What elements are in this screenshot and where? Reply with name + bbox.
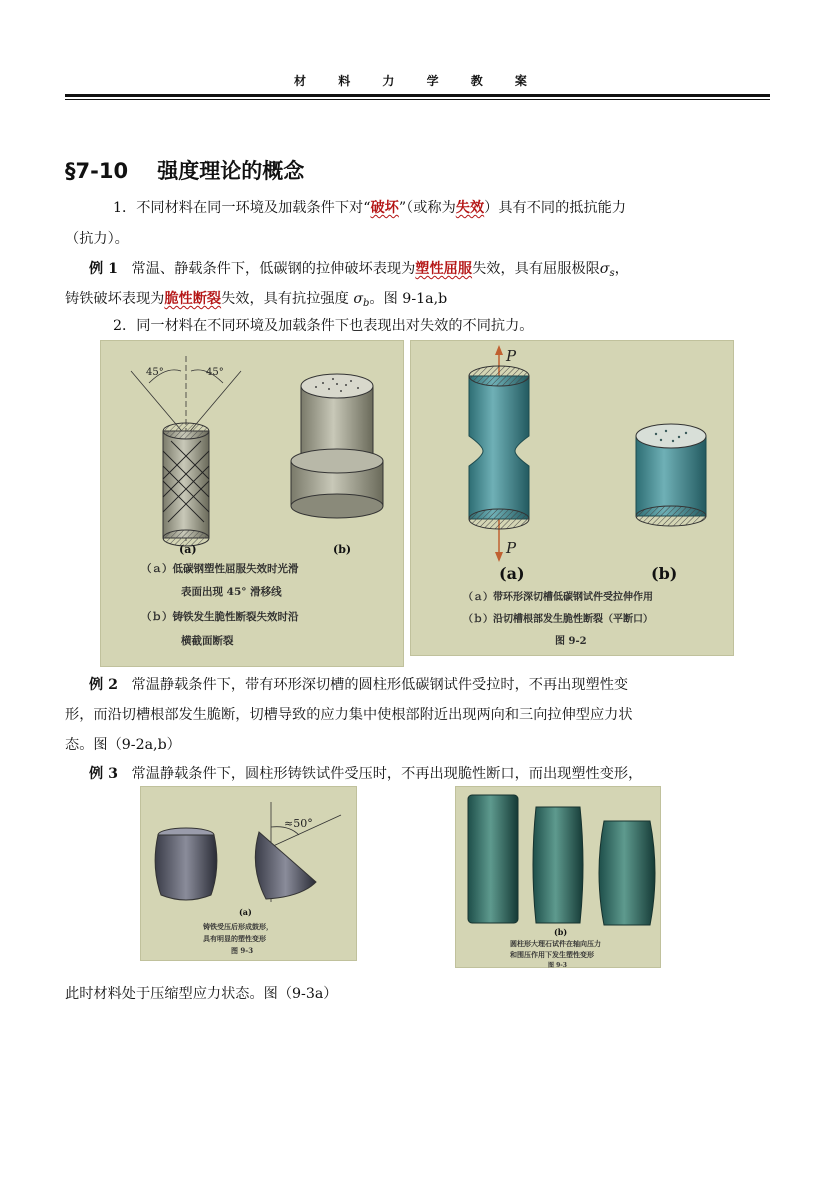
ex1-text-a: 常温、静载条件下，低碳钢的拉伸破坏表现为: [131, 261, 416, 277]
figure-9-2: [410, 340, 734, 656]
fig2-label-b: (b): [651, 564, 678, 583]
fig3a-figure-number: 图 9-3: [231, 946, 254, 955]
example-2-label: 例 2: [89, 677, 118, 693]
paragraph-1-line-1: [65, 196, 775, 220]
fig3a-angle: ≈50°: [284, 817, 313, 830]
term-plastic-yield: 塑性屈服: [415, 261, 473, 277]
fig1-angle-right: 45°: [206, 367, 224, 378]
fig1-caption-3: （ｂ）铸铁发生脆性断裂失效时沿: [141, 611, 299, 623]
fig1-angle-left: 45°: [146, 367, 164, 378]
fig1-label-a: (a): [179, 543, 197, 556]
figure-9-1: [100, 340, 404, 667]
fig2-caption-2: （ｂ）沿切槽根部发生脆性断裂（平断口）: [463, 614, 653, 625]
closing-paragraph: 此时材料处于压缩型应力状态。图（9-3a）: [65, 986, 338, 1002]
sigma-symbol-b: σ: [353, 291, 363, 307]
term-brittle-fracture: 脆性断裂: [164, 291, 222, 307]
fig1-caption-1: （ａ）低碳钢塑性屈服失效时光滑: [141, 563, 299, 575]
sigma-symbol: σ: [599, 261, 610, 277]
term-invalid: 失效: [455, 200, 485, 216]
example-3-label: 例 3: [89, 766, 118, 782]
fig3b-label: (b): [554, 927, 568, 937]
fig3b-caption-2: 和围压作用下发生塑性变形: [510, 950, 594, 959]
sigma-subscript-b: b: [363, 298, 370, 309]
term-failure: 破坏: [370, 200, 399, 216]
figure-9-3b: [455, 786, 661, 968]
fig2-load-bottom: P: [506, 539, 517, 557]
example-2-line-2: 形，而沿切槽根部发生脆断，切槽导致的应力集中使根部附近出现两向和三向拉伸型应力状: [65, 707, 633, 723]
fig3a-label: (a): [239, 907, 252, 917]
fig2-label-a: (a): [499, 564, 525, 583]
fig2-figure-number: 图 9-2: [555, 636, 587, 647]
fig3a-caption-2: 具有明显的塑性变形: [203, 934, 266, 943]
fig3b-figure-number: 图 9-3: [548, 962, 567, 969]
fig1-caption-2: 表面出现 45° 滑移线: [181, 586, 282, 598]
fig3a-caption-1: 铸铁受压后形成鼓形，: [203, 922, 273, 931]
section-title: §7-10 强度理论的概念: [65, 159, 305, 183]
header-rule-thick: [65, 94, 770, 97]
ex1-text-b: 失效，具有屈服极限: [472, 261, 600, 277]
p1-text-b: ”（或称为: [398, 200, 456, 216]
fig2-load-top: P: [506, 347, 517, 365]
fig1-label-b: (b): [333, 543, 352, 556]
fig3b-caption-1: 圆柱形大理石试件在轴向压力: [510, 939, 601, 948]
header-rule-thin: [65, 99, 770, 100]
p1-text-a: 1．不同材料在同一环境及加载条件下对“: [113, 200, 371, 216]
p1-text-c: ）具有不同的抵抗能力: [484, 200, 627, 216]
sigma-subscript-s: s: [609, 268, 615, 279]
example-2-line-1: [65, 673, 775, 697]
ex2-text-1: 常温静载条件下，带有环形深切槽的圆柱形低碳钢试件受拉时，不再出现塑性变: [131, 677, 629, 693]
example-1-line-2: [65, 287, 775, 316]
figure-9-3a: [140, 786, 357, 961]
example-1-line-1: [65, 257, 775, 286]
ex1-text-e: 。图 9-1a,b: [369, 291, 448, 307]
fig1-caption-4: 横截面断裂: [181, 635, 234, 647]
example-3-line-1: [65, 762, 775, 786]
ex1-text-c: 铸铁破坏表现为: [65, 291, 165, 307]
paragraph-2: 2．同一材料在不同环境及加载条件下也表现出对失效的不同抗力。: [113, 318, 534, 334]
paragraph-1-line-2: （抗力）。: [65, 231, 129, 247]
page-header-title: 材 料 力 学 教 案: [294, 74, 541, 88]
ex1-comma: ，: [614, 261, 629, 277]
figure-9-2-drawing: [411, 341, 733, 655]
example-1-label: 例 1: [89, 261, 118, 277]
fig2-caption-1: （ａ）带环形深切槽低碳钢试件受拉伸作用: [463, 592, 653, 603]
ex1-text-d: 失效，具有抗拉强度: [221, 291, 349, 307]
example-2-line-3: 态。图（9-2a,b）: [65, 737, 181, 753]
ex3-text-1: 常温静载条件下，圆柱形铸铁试件受压时，不再出现脆性断口，而出现塑性变形，: [131, 766, 643, 782]
